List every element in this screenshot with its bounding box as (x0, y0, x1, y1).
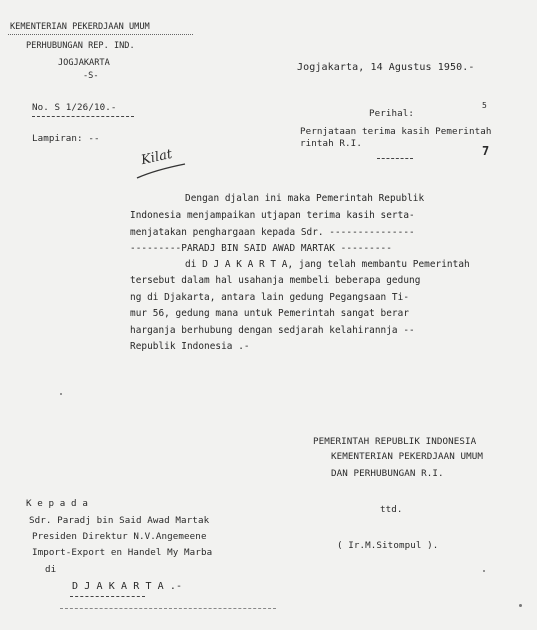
recipient-label: K e p a d a (26, 498, 88, 509)
letter-date: Jogjakarta, 14 Agustus 1950.- (297, 62, 475, 73)
signatory-line-1: PEMERINTAH REPUBLIK INDONESIA (313, 436, 477, 447)
letterhead-city: JOGJAKARTA (58, 58, 110, 68)
recipient-line-4: di (45, 564, 57, 575)
signatory-name: ( Ir.M.Sitompul ). (337, 540, 439, 551)
recipient-line-2: Presiden Direktur N.V.Angemeene (32, 531, 207, 542)
bottom-rule (60, 608, 276, 609)
letterhead-underline (8, 34, 193, 35)
signatory-line-2: KEMENTERIAN PEKERDJAAN UMUM (331, 451, 484, 462)
body-line-1: Dengan djalan ini maka Pemerintah Republik (185, 193, 425, 204)
body-line-2: Indonesia menjampaikan utjapan terima kasih serta- (130, 210, 415, 221)
page-mark: 7 (482, 144, 490, 158)
letterhead-department: PERHUBUNGAN REP. IND. (26, 41, 135, 51)
body-line-5: di D J A K A R T A, jang telah membantu Pemerintah (185, 259, 470, 270)
letter-number: No. S 1/26/10.- (32, 102, 117, 113)
body-line-6: tersebut dalam hal usahanja membeli beberapa gedung (130, 275, 421, 286)
body-line-7: ng di Djakarta, antara lain gedung Pegangsaan Ti- (130, 292, 410, 303)
signatory-line-3: DAN PERHUBUNGAN R.I. (331, 468, 444, 479)
paper-speck (60, 393, 62, 395)
recipient-city: D J A K A R T A .- (72, 581, 183, 592)
body-line-10: Republik Indonesia .- (130, 341, 250, 352)
body-line-9: harganja berhubung dengan sedjarah kelahirannja -- (130, 325, 415, 336)
handwritten-initials: Kilat (139, 146, 174, 169)
attachment-label: Lampiran: -- (32, 133, 100, 144)
body-line-4: ---------PARADJ BIN SAID AWAD MARTAK --------- (130, 243, 392, 254)
subject-label: Perihal: (369, 108, 415, 119)
letterhead-section: -S- (83, 71, 99, 81)
recipient-line-1: Sdr. Paradj bin Said Awad Martak (29, 515, 210, 526)
subject-separator (377, 158, 413, 159)
corner-mark: 5 (482, 101, 487, 110)
number-underline (32, 116, 134, 117)
letterhead-ministry: KEMENTERIAN PEKERDJAAN UMUM (10, 22, 150, 32)
paper-speck (519, 604, 522, 607)
paper-speck (483, 570, 485, 572)
subject-line-1: Pernjataan terima kasih Pemerintah (300, 126, 492, 137)
city-underline (70, 596, 145, 597)
initials-underline (135, 160, 190, 182)
body-line-3: menjatakan penghargaan kepada Sdr. --------------- (130, 227, 415, 238)
recipient-line-3: Import-Export en Handel My Marba (32, 547, 213, 558)
body-line-8: mur 56, gedung mana untuk Pemerintah sangat berar (130, 308, 410, 319)
signature-ttd: ttd. (380, 504, 403, 515)
subject-line-2: rintah R.I. (300, 138, 362, 149)
